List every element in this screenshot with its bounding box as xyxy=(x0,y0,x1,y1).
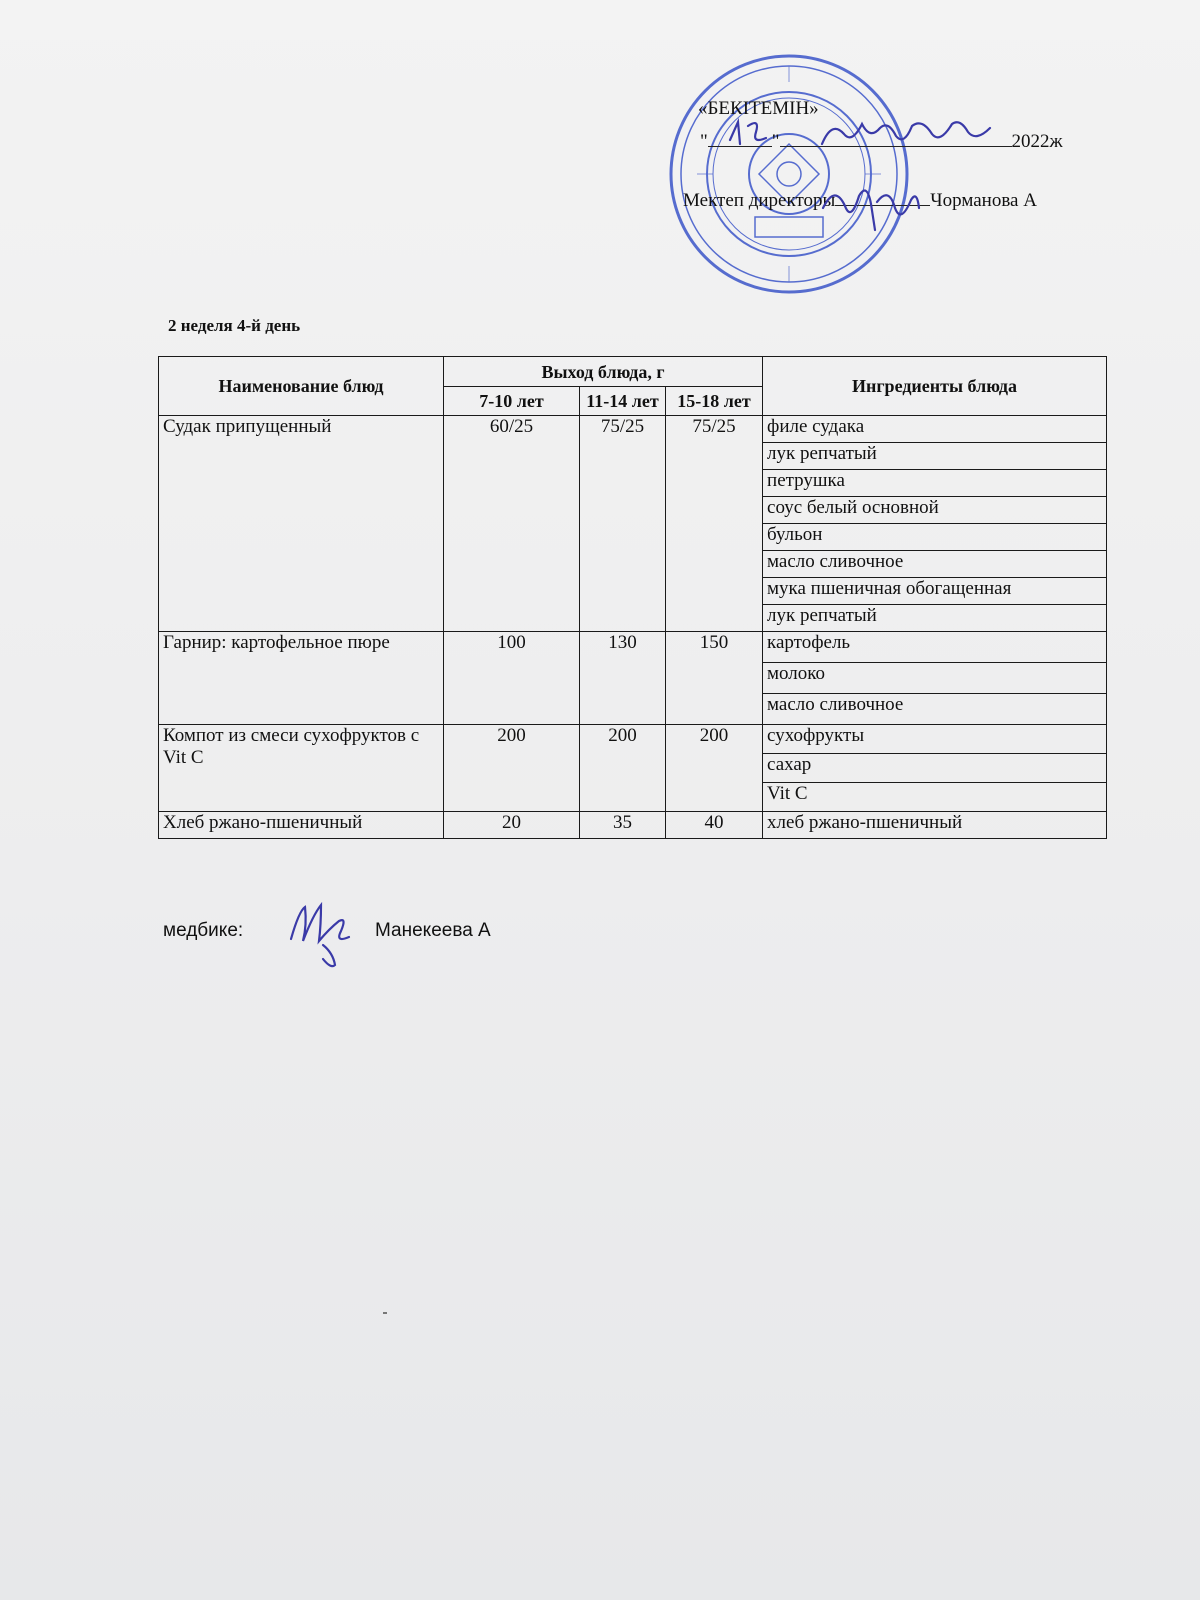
ingredient: мука пшеничная обогащенная xyxy=(763,578,1107,605)
handwritten-date xyxy=(712,110,1012,155)
ingredient: сухофрукты xyxy=(763,725,1107,754)
nurse-name: Манекеева А xyxy=(375,920,491,941)
table-row xyxy=(159,416,1107,443)
table-row xyxy=(159,632,1107,663)
date-quote-close: " xyxy=(771,131,780,152)
dish-name: Компот из смеси сухофруктов с Vit C xyxy=(159,725,444,812)
yield-15-18: 200 xyxy=(666,725,763,812)
ingredient: молоко xyxy=(763,663,1107,694)
header-yield: Выход блюда, г xyxy=(444,357,763,387)
ingredient: филе судака xyxy=(763,416,1107,443)
nurse-signature xyxy=(285,895,365,970)
table-row xyxy=(159,725,1107,754)
yield-11-14: 200 xyxy=(580,725,666,812)
nurse-label: медбике: xyxy=(163,920,244,941)
header-age-7-10: 7-10 лет xyxy=(444,387,580,416)
paper-speck xyxy=(383,1312,387,1314)
ingredient: Vit C xyxy=(763,783,1107,812)
header-age-15-18: 15-18 лет xyxy=(666,387,763,416)
yield-11-14: 130 xyxy=(580,632,666,725)
director-signature xyxy=(815,178,925,243)
ingredient: картофель xyxy=(763,632,1107,663)
ingredient: петрушка xyxy=(763,470,1107,497)
table-row xyxy=(159,812,1107,839)
yield-15-18: 75/25 xyxy=(666,416,763,632)
header-dish-name: Наименование блюд xyxy=(159,357,444,416)
header-age-11-14: 11-14 лет xyxy=(580,387,666,416)
yield-7-10: 200 xyxy=(444,725,580,812)
yield-15-18: 150 xyxy=(666,632,763,725)
day-title: 2 неделя 4-й день xyxy=(168,316,301,335)
ingredient: бульон xyxy=(763,524,1107,551)
ingredient: сахар xyxy=(763,754,1107,783)
header-ingredients: Ингредиенты блюда xyxy=(763,357,1107,416)
approval-year: 2022ж xyxy=(1011,131,1063,152)
ingredient: масло сливочное xyxy=(763,551,1107,578)
dish-name: Хлеб ржано-пшеничный xyxy=(159,812,444,839)
ingredient: соус белый основной xyxy=(763,497,1107,524)
approval-title: «БЕКІТЕМІН» xyxy=(698,98,819,119)
dish-name: Судак припущенный xyxy=(159,416,444,632)
yield-11-14: 75/25 xyxy=(580,416,666,632)
table-header-row xyxy=(159,357,1107,387)
dish-name: Гарнир: картофельное пюре xyxy=(159,632,444,725)
ingredient: масло сливочное xyxy=(763,694,1107,725)
date-quote-open: " xyxy=(700,131,708,152)
yield-7-10: 100 xyxy=(444,632,580,725)
ingredient: лук репчатый xyxy=(763,443,1107,470)
yield-11-14: 35 xyxy=(580,812,666,839)
yield-7-10: 60/25 xyxy=(444,416,580,632)
director-label: Мектеп директоры xyxy=(683,190,836,211)
director-name: Чорманова А xyxy=(930,190,1037,211)
menu-table xyxy=(158,356,1107,839)
ingredient: хлеб ржано-пшеничный xyxy=(763,812,1107,839)
school-stamp xyxy=(667,52,912,297)
yield-7-10: 20 xyxy=(444,812,580,839)
yield-15-18: 40 xyxy=(666,812,763,839)
ingredient: лук репчатый xyxy=(763,605,1107,632)
